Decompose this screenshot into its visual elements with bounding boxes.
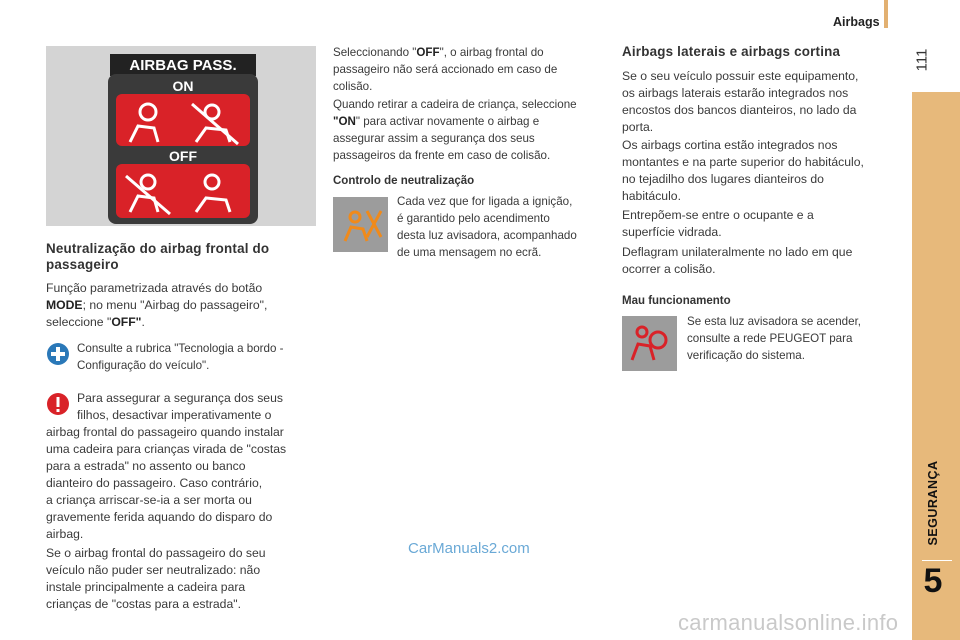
- plus-info-icon: [47, 343, 69, 365]
- airbag-pass-panel: [46, 46, 316, 226]
- warning-body: airbag frontal do passageiro quando instalar uma cadeira para crianças virada de "costas para a estrada" no assento ou banco dianteiro do passageiro. Caso contrário, a criança arriscar-se-ia a ser morta ou gravemente ferida aquando do disparo do airbag.: [46, 425, 287, 541]
- control-text: Cada vez que for ligada a ignição, é garantido pelo acendimento desta luz avisadora, acompanhado de uma mensagem no ecrã.: [397, 195, 577, 259]
- paragraph-between-occupant: Entrepõem-se entre o ocupante e a superfície vidrada.: [622, 208, 814, 239]
- watermark-carmanuals2: CarManuals2.com: [408, 540, 530, 557]
- paragraph-mode: Função parametrizada através do botão MODE; no menu "Airbag do passageiro", seleccione "OFF".: [46, 281, 268, 329]
- paragraph-select-off: Seleccionando "OFF", o airbag frontal do passageiro não será accionado em caso de colisão.: [333, 46, 558, 93]
- chapter-number: 5: [923, 562, 943, 600]
- panel-title: AIRBAG PASS.: [129, 57, 237, 74]
- subheading-malfunction: Mau funcionamento: [622, 295, 731, 307]
- note-consult: Consulte a rubrica "Tecnologia a bordo - Configuração do veículo".: [77, 342, 284, 372]
- paragraph-deploy: Deflagram unilateralmente no lado em que ocorrer a colisão.: [622, 245, 853, 276]
- airbag-fault-indicator-icon: [622, 316, 677, 371]
- running-header: Airbags: [833, 15, 880, 29]
- paragraph-select-on: Quando retirar a cadeira de criança, seleccione "ON" para activar novamente o airbag e assegurar assim a segurança dos seus passageiros da frente em caso de colisão.: [333, 98, 577, 162]
- panel-on-label: ON: [172, 78, 194, 94]
- malfunction-text: Se esta luz avisadora se acender, consulte a rede PEUGEOT para verificação do sistema.: [687, 315, 862, 362]
- chapter-divider: [922, 560, 952, 561]
- panel-off-label: OFF: [169, 148, 197, 164]
- paragraph-cannot-neutralize: Se o airbag frontal do passageiro do seu veículo não puder ser neutralizado: não instale principalmente a cadeira para crianças de "costas para a estrada".: [46, 546, 266, 611]
- section-heading-side-airbags: Airbags laterais e airbags cortina: [622, 44, 841, 59]
- paragraph-curtain-airbags: Os airbags cortina estão integrados nos montantes e na parte superior do habitáculo, no tejadilho dos lugares dianteiros do habitáculo.: [622, 138, 864, 203]
- page-number: 111: [913, 48, 931, 72]
- chapter-label: SEGURANÇA: [926, 460, 940, 546]
- paragraph-side-airbags: Se o seu veículo possuir este equipamento, os airbags laterais estarão integrados nos encostos dos bancos dianteiros, no lado da porta.: [622, 69, 859, 134]
- airbag-off-indicator-icon: [333, 197, 388, 252]
- watermark-carmanualsonline: carmanualsonline.info: [678, 610, 899, 635]
- warning-lead: Para assegurar a segurança dos seus filhos, desactivar imperativamente o: [77, 391, 283, 422]
- subheading-control: Controlo de neutralização: [333, 175, 475, 187]
- section-heading-neutralization: Neutralização do airbag frontal do passageiro: [46, 241, 270, 272]
- header-accent-bar: [884, 0, 888, 28]
- exclamation-warning-icon: [47, 393, 69, 415]
